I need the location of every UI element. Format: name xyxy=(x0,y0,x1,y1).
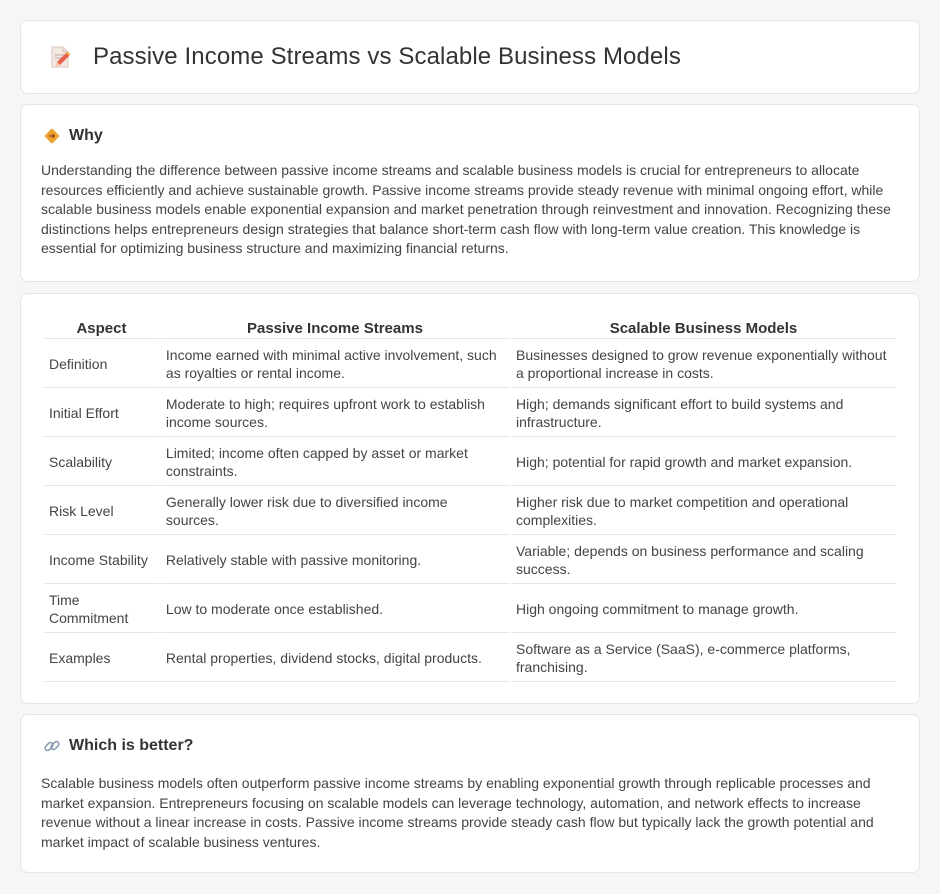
header-aspect: Aspect xyxy=(44,319,159,339)
row-scalable-value: High; potential for rapid growth and market expansion. xyxy=(511,439,896,486)
comparison-table-card xyxy=(20,293,920,704)
row-aspect: Examples xyxy=(44,635,159,682)
row-scalable-value: Variable; depends on business performance and scaling success. xyxy=(511,537,896,584)
row-aspect: Scalability xyxy=(44,439,159,486)
table-row xyxy=(44,341,896,388)
table-row xyxy=(44,635,896,682)
why-heading: Why xyxy=(69,127,103,144)
page-title: Passive Income Streams vs Scalable Business Models xyxy=(93,43,681,70)
row-passive-value: Limited; income often capped by asset or market constraints. xyxy=(161,439,509,486)
row-passive-value: Low to moderate once established. xyxy=(161,586,509,633)
row-scalable-value: High ongoing commitment to manage growth. xyxy=(511,586,896,633)
row-passive-value: Generally lower risk due to diversified income sources. xyxy=(161,488,509,535)
header-scalable-business: Scalable Business Models xyxy=(511,319,896,339)
title-card xyxy=(20,20,920,94)
row-aspect: Time Commitment xyxy=(44,586,159,633)
row-passive-value: Relatively stable with passive monitoring. xyxy=(161,537,509,584)
row-aspect: Definition xyxy=(44,341,159,388)
why-text: Understanding the difference between passive income streams and scalable business models is crucial for entrepreneurs to allocate resources efficiently and achieve sustainable growth. Passive income streams provide steady revenue with minimal ongoing effort, while scalable business models enable exponential expansion and market penetration through reinvestment and innovation. Recognizing these distinctions helps entrepreneurs design strategies that balance short-term cash flow with long-term value creation. This knowledge is essential for optimizing business structure and maximizing financial returns. xyxy=(41,162,891,256)
table-header-row xyxy=(44,319,896,339)
comparison-table xyxy=(42,317,898,684)
table-row xyxy=(44,390,896,437)
row-scalable-value: Software as a Service (SaaS), e-commerce platforms, franchising. xyxy=(511,635,896,682)
table-row xyxy=(44,537,896,584)
table-row xyxy=(44,586,896,633)
link-icon xyxy=(43,737,61,755)
table-row xyxy=(44,439,896,486)
row-passive-value: Income earned with minimal active involvement, such as royalties or rental income. xyxy=(161,341,509,388)
row-aspect: Initial Effort xyxy=(44,390,159,437)
header-passive-income: Passive Income Streams xyxy=(161,319,509,339)
which-is-better-section xyxy=(20,714,920,873)
row-aspect: Risk Level xyxy=(44,488,159,535)
row-scalable-value: Businesses designed to grow revenue exponentially without a proportional increase in costs. xyxy=(511,341,896,388)
diamond-sign-icon xyxy=(43,127,61,145)
row-passive-value: Moderate to high; requires upfront work to establish income sources. xyxy=(161,390,509,437)
table-row xyxy=(44,488,896,535)
why-section xyxy=(20,104,920,282)
document-pencil-icon xyxy=(47,44,73,70)
row-scalable-value: Higher risk due to market competition and operational complexities. xyxy=(511,488,896,535)
row-passive-value: Rental properties, dividend stocks, digital products. xyxy=(161,635,509,682)
better-text: Scalable business models often outperform passive income streams by enabling exponential growth through replicable processes and market expansion. Entrepreneurs focusing on scalable models can leverage technology, automation, and network effects to increase revenue without a linear increase in costs. Passive income streams provide steady cash flow but typically lack the growth potential and market impact of scalable business ventures. xyxy=(41,775,874,850)
row-aspect: Income Stability xyxy=(44,537,159,584)
better-heading: Which is better? xyxy=(69,737,194,754)
row-scalable-value: High; demands significant effort to build systems and infrastructure. xyxy=(511,390,896,437)
